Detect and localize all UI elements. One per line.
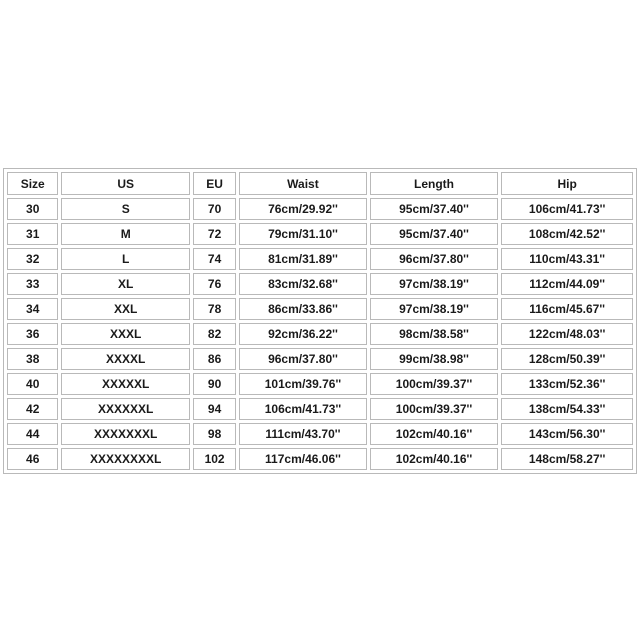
table-row <box>7 198 633 220</box>
cell-eu: 94 <box>193 398 236 420</box>
cell-length: 97cm/38.19'' <box>370 273 499 295</box>
cell-length: 98cm/38.58'' <box>370 323 499 345</box>
cell-length: 95cm/37.40'' <box>370 223 499 245</box>
cell-hip: 116cm/45.67'' <box>501 298 633 320</box>
cell-eu: 72 <box>193 223 236 245</box>
table-body <box>7 198 633 470</box>
cell-hip: 148cm/58.27'' <box>501 448 633 470</box>
cell-us: L <box>61 248 190 270</box>
cell-hip: 106cm/41.73'' <box>501 198 633 220</box>
header-length: Length <box>370 172 499 195</box>
table-row <box>7 323 633 345</box>
cell-length: 97cm/38.19'' <box>370 298 499 320</box>
cell-us: M <box>61 223 190 245</box>
cell-eu: 78 <box>193 298 236 320</box>
header-waist: Waist <box>239 172 367 195</box>
cell-eu: 70 <box>193 198 236 220</box>
cell-waist: 81cm/31.89'' <box>239 248 367 270</box>
table-header-row <box>7 172 633 195</box>
cell-size: 40 <box>7 373 58 395</box>
cell-size: 36 <box>7 323 58 345</box>
cell-eu: 90 <box>193 373 236 395</box>
cell-size: 42 <box>7 398 58 420</box>
table-row <box>7 448 633 470</box>
cell-waist: 79cm/31.10'' <box>239 223 367 245</box>
cell-hip: 122cm/48.03'' <box>501 323 633 345</box>
cell-waist: 92cm/36.22'' <box>239 323 367 345</box>
table-row <box>7 248 633 270</box>
cell-waist: 117cm/46.06'' <box>239 448 367 470</box>
header-size: Size <box>7 172 58 195</box>
cell-hip: 143cm/56.30'' <box>501 423 633 445</box>
cell-hip: 128cm/50.39'' <box>501 348 633 370</box>
cell-waist: 111cm/43.70'' <box>239 423 367 445</box>
cell-us: XXXXXXXL <box>61 423 190 445</box>
table-row <box>7 298 633 320</box>
cell-size: 30 <box>7 198 58 220</box>
header-us: US <box>61 172 190 195</box>
table-row <box>7 373 633 395</box>
cell-eu: 102 <box>193 448 236 470</box>
cell-us: XXL <box>61 298 190 320</box>
cell-length: 96cm/37.80'' <box>370 248 499 270</box>
cell-waist: 101cm/39.76'' <box>239 373 367 395</box>
table-row <box>7 223 633 245</box>
cell-length: 99cm/38.98'' <box>370 348 499 370</box>
cell-us: XXXXXXL <box>61 398 190 420</box>
cell-size: 34 <box>7 298 58 320</box>
cell-waist: 96cm/37.80'' <box>239 348 367 370</box>
size-chart-table <box>3 168 637 474</box>
cell-eu: 76 <box>193 273 236 295</box>
header-hip: Hip <box>501 172 633 195</box>
table-row <box>7 398 633 420</box>
cell-eu: 82 <box>193 323 236 345</box>
cell-us: XXXXL <box>61 348 190 370</box>
cell-eu: 74 <box>193 248 236 270</box>
cell-length: 100cm/39.37'' <box>370 398 499 420</box>
cell-eu: 98 <box>193 423 236 445</box>
cell-hip: 110cm/43.31'' <box>501 248 633 270</box>
table-row <box>7 273 633 295</box>
cell-hip: 133cm/52.36'' <box>501 373 633 395</box>
cell-length: 100cm/39.37'' <box>370 373 499 395</box>
cell-us: XL <box>61 273 190 295</box>
cell-length: 102cm/40.16'' <box>370 423 499 445</box>
cell-hip: 138cm/54.33'' <box>501 398 633 420</box>
cell-waist: 106cm/41.73'' <box>239 398 367 420</box>
cell-length: 95cm/37.40'' <box>370 198 499 220</box>
cell-length: 102cm/40.16'' <box>370 448 499 470</box>
cell-waist: 86cm/33.86'' <box>239 298 367 320</box>
cell-us: XXXXXL <box>61 373 190 395</box>
cell-waist: 83cm/32.68'' <box>239 273 367 295</box>
cell-hip: 112cm/44.09'' <box>501 273 633 295</box>
cell-hip: 108cm/42.52'' <box>501 223 633 245</box>
cell-us: S <box>61 198 190 220</box>
cell-size: 38 <box>7 348 58 370</box>
cell-size: 46 <box>7 448 58 470</box>
cell-us: XXXL <box>61 323 190 345</box>
cell-size: 32 <box>7 248 58 270</box>
cell-eu: 86 <box>193 348 236 370</box>
table-row <box>7 348 633 370</box>
cell-waist: 76cm/29.92'' <box>239 198 367 220</box>
cell-size: 31 <box>7 223 58 245</box>
cell-size: 33 <box>7 273 58 295</box>
header-eu: EU <box>193 172 236 195</box>
cell-us: XXXXXXXXL <box>61 448 190 470</box>
cell-size: 44 <box>7 423 58 445</box>
table-row <box>7 423 633 445</box>
